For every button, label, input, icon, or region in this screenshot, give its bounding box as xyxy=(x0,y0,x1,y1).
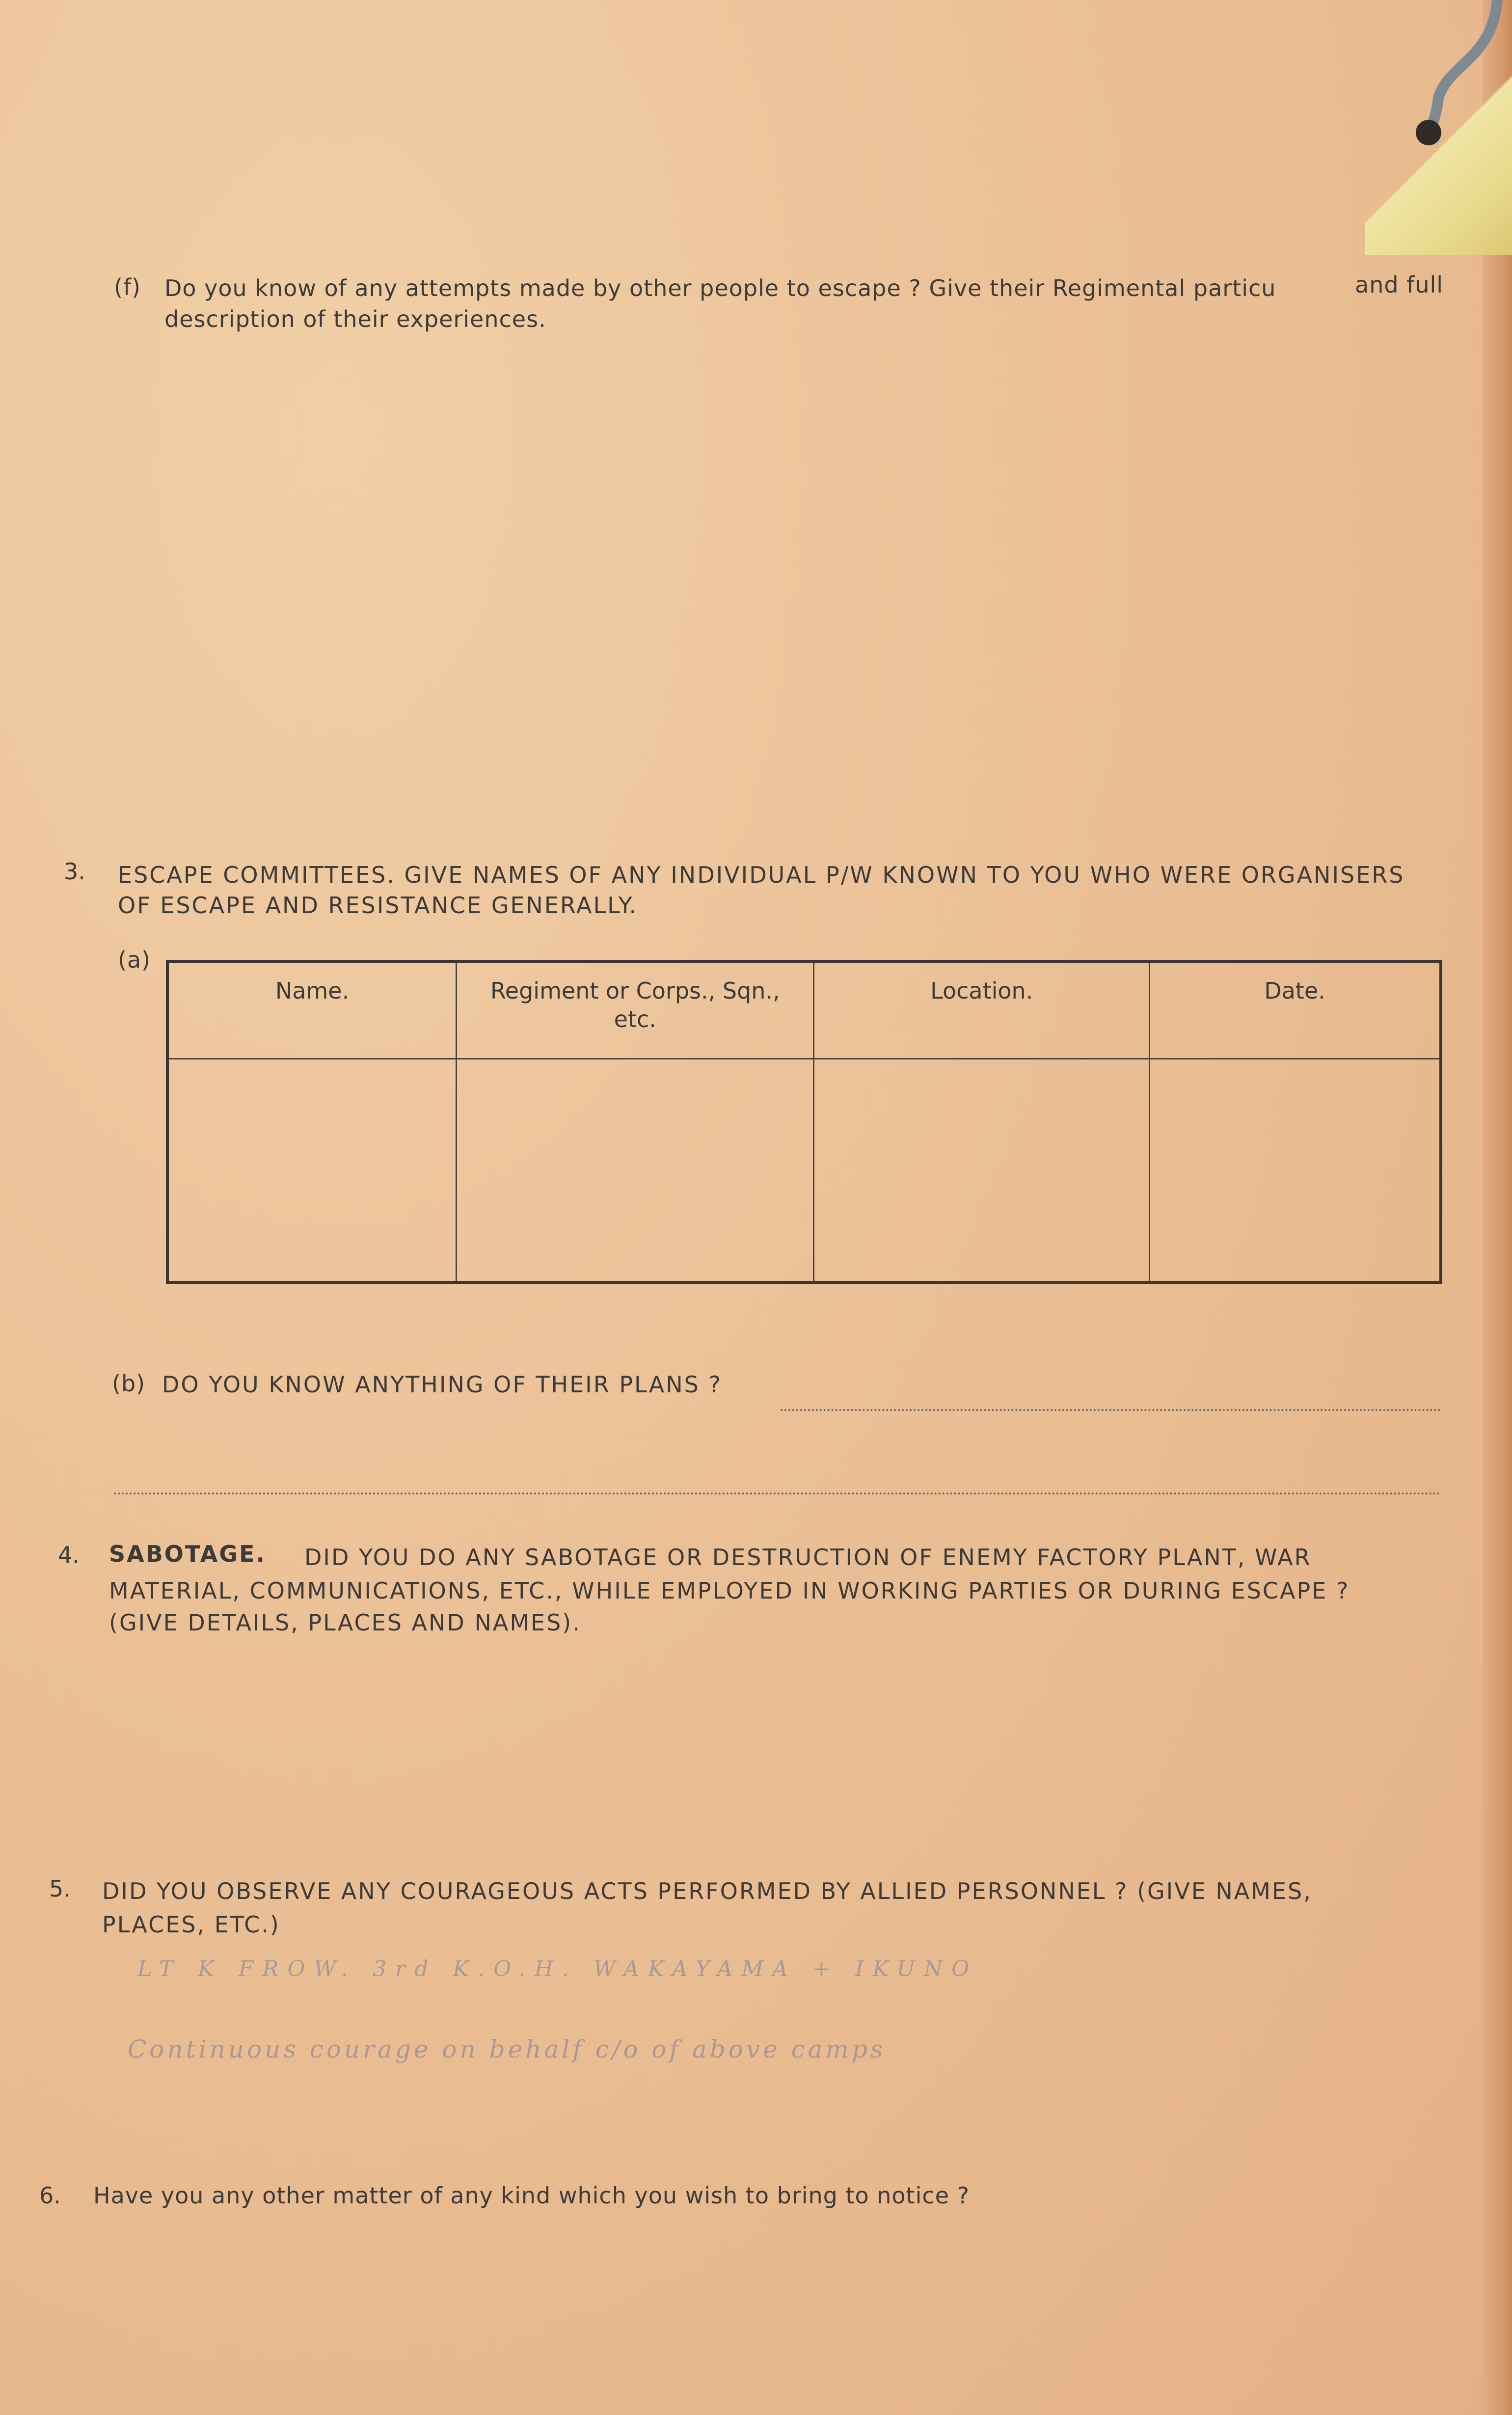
q4-title: SABOTAGE. xyxy=(109,1541,266,1567)
q3-line2: OF ESCAPE AND RESISTANCE GENERALLY. xyxy=(118,892,638,919)
q3b-question: DO YOU KNOW ANYTHING OF THEIR PLANS ? xyxy=(162,1371,722,1398)
table-header-row xyxy=(167,961,1441,1059)
q3-line1: ESCAPE COMMITTEES. GIVE NAMES OF ANY INDIVIDUAL P/W KNOWN TO YOU WHO WERE ORGANISERS xyxy=(118,862,1405,888)
q2f-line1-end: and full xyxy=(1355,271,1444,298)
handwritten-answer-line1: LT K FROW. 3rd K.O.H. WAKAYAMA + IKUNO xyxy=(137,1956,978,1981)
escape-committee-table xyxy=(166,960,1442,1284)
q2f-label: (f) xyxy=(114,274,141,300)
q2f-line2: description of their experiences. xyxy=(164,306,546,332)
q5-line2: PLACES, ETC.) xyxy=(102,1911,280,1938)
page-edge xyxy=(1483,0,1512,2415)
header-name: Name. xyxy=(167,961,457,1059)
header-location: Location. xyxy=(814,961,1149,1059)
regiment-cell[interactable] xyxy=(457,1059,814,1283)
handwritten-answer-line2: Continuous courage on behalf c/o of above camps xyxy=(128,2035,886,2063)
q4-line2: MATERIAL, COMMUNICATIONS, ETC., WHILE EMPLOYED IN WORKING PARTIES OR DURING ESCAPE ? xyxy=(109,1577,1350,1604)
q2f-line1: Do you know of any attempts made by other people to escape ? Give their Regimental particu xyxy=(164,275,1276,301)
q5-line1: DID YOU OBSERVE ANY COURAGEOUS ACTS PERFORMED BY ALLIED PERSONNEL ? (GIVE NAMES, xyxy=(102,1878,1312,1904)
header-date: Date. xyxy=(1149,961,1441,1059)
q3a-label: (a) xyxy=(118,947,151,973)
q3b-answer-line-1[interactable] xyxy=(781,1409,1441,1411)
name-cell[interactable] xyxy=(167,1059,457,1283)
q3b-answer-line-2[interactable] xyxy=(114,1492,1441,1494)
q6-number: 6. xyxy=(39,2182,61,2209)
q5-number: 5. xyxy=(49,1875,71,1902)
q4-number: 4. xyxy=(58,1542,80,1568)
q3-number: 3. xyxy=(64,858,85,885)
q3b-label: (b) xyxy=(112,1370,146,1397)
header-regiment: Regiment or Corps., Sqn., etc. xyxy=(457,961,814,1059)
table-row xyxy=(167,1059,1441,1283)
folded-corner xyxy=(1365,0,1512,255)
q4-line3: (GIVE DETAILS, PLACES AND NAMES). xyxy=(109,1609,581,1636)
date-cell[interactable] xyxy=(1149,1059,1441,1283)
q6-text: Have you any other matter of any kind which you wish to bring to notice ? xyxy=(93,2182,970,2209)
location-cell[interactable] xyxy=(814,1059,1149,1283)
q4-line1: DID YOU DO ANY SABOTAGE OR DESTRUCTION OF ENEMY FACTORY PLANT, WAR xyxy=(304,1544,1312,1571)
